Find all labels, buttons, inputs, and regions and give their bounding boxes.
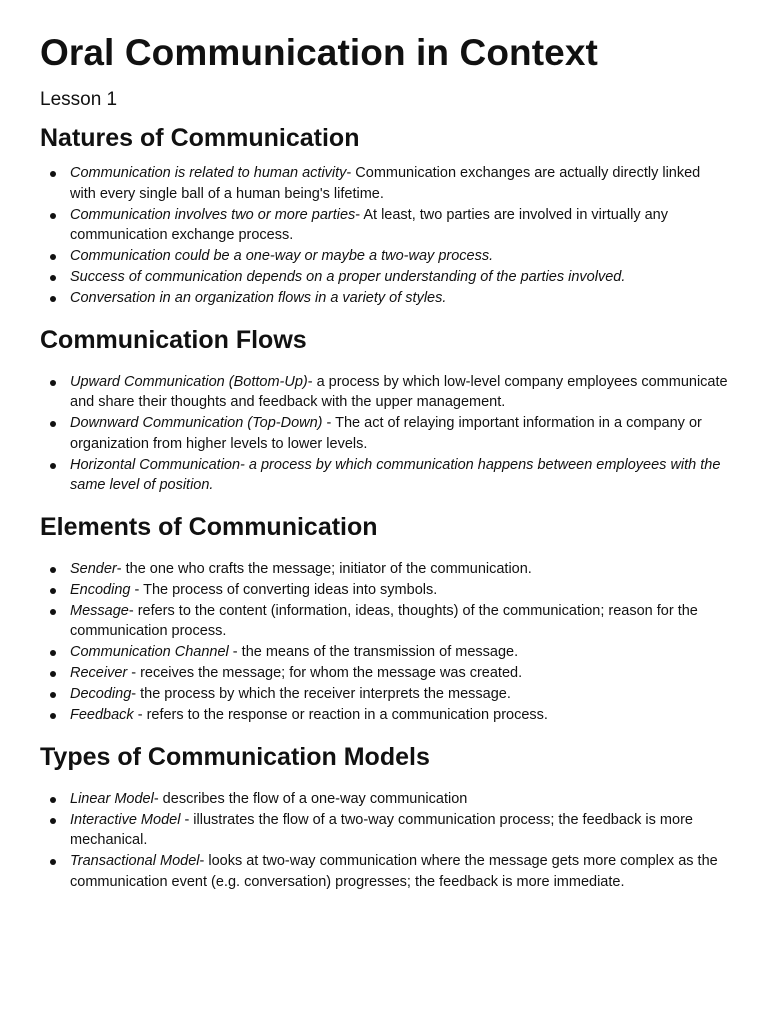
bullet-list	[40, 789, 730, 893]
item-term: Feedback	[70, 707, 134, 723]
item-term: Communication could be a one-way or maybe a two-way process.	[70, 248, 494, 264]
list-item	[40, 372, 730, 413]
item-term: Decoding	[70, 686, 132, 702]
item-term: Communication involves two or more parties	[70, 206, 356, 223]
item-term: Sender	[70, 560, 117, 577]
list-item	[40, 413, 730, 454]
list-item	[40, 663, 730, 684]
document-page	[40, 30, 730, 893]
page-title: Oral Communication in Context	[40, 32, 598, 73]
bullet-icon	[50, 818, 56, 824]
section-heading: Natures of Communication	[40, 124, 360, 152]
item-text: - At least, two parties are involved in virtually any communication exchange process.	[70, 206, 668, 243]
item-text: - the one who crafts the message; initiator of the communication.	[116, 560, 532, 577]
item-term: Communication is related to human activity	[70, 165, 347, 181]
bullet-icon	[50, 609, 56, 615]
item-term: Interactive Model	[70, 811, 181, 828]
item-text: - The process of converting ideas into symbols.	[130, 581, 438, 598]
list-item	[40, 246, 730, 267]
bullet-icon	[50, 859, 56, 865]
bullet-icon	[50, 588, 56, 594]
item-term: Message	[70, 602, 129, 619]
bullet-icon	[50, 421, 56, 427]
bullet-icon	[50, 296, 56, 302]
bullet-list	[40, 163, 730, 309]
bullet-icon	[50, 692, 56, 698]
bullet-icon	[50, 171, 56, 177]
list-item	[40, 684, 730, 705]
item-text: - looks at two-way communication where the message gets more complex as the communication event (e.g. conversation) progresses; the feedback is more immediate.	[70, 853, 718, 890]
item-text: - the means of the transmission of message.	[228, 644, 519, 660]
item-text: - describes the flow of a one-way communication	[153, 790, 468, 807]
list-item	[40, 163, 730, 204]
list-item	[40, 288, 730, 309]
section-heading: Elements of Communication	[40, 512, 378, 541]
item-text: - refers to the content (information, ideas, thoughts) of the communication; reason for the communication process.	[70, 602, 698, 639]
section-natures-of-communication	[40, 122, 730, 309]
item-term: Transactional Model	[70, 853, 200, 869]
list-item	[40, 455, 730, 496]
bullet-icon	[50, 650, 56, 656]
item-term: Linear Model	[70, 790, 154, 807]
bullet-icon	[50, 567, 56, 573]
bullet-icon	[50, 213, 56, 219]
list-item	[40, 267, 730, 288]
section-types-of-communication-models	[40, 741, 730, 893]
item-term: Communication Channel	[70, 644, 229, 660]
item-text: - illustrates the flow of a two-way communication process; the feedback is more mechanical.	[70, 811, 693, 848]
bullet-icon	[50, 275, 56, 281]
list-item	[40, 851, 730, 892]
bullet-icon	[50, 463, 56, 469]
item-term: Conversation in an organization flows in a variety of styles.	[70, 290, 447, 306]
bullet-list	[40, 559, 730, 726]
item-term: Success of communication depends on a proper understanding of the parties involved.	[70, 269, 626, 285]
list-item	[40, 789, 730, 810]
section-communication-flows	[40, 324, 730, 496]
bullet-icon	[50, 380, 56, 386]
item-text: - The act of relaying important information in a company or organization from higher levels to lower levels.	[70, 415, 702, 452]
list-item	[40, 642, 730, 663]
item-term: Upward Communication (Bottom-Up)	[70, 373, 308, 390]
item-text: - the process by which the receiver interprets the message.	[131, 686, 511, 702]
item-text: - a process by which low-level company employees communicate and share their thoughts and feedback with the upper management.	[70, 373, 728, 410]
list-item	[40, 810, 730, 851]
section-heading: Types of Communication Models	[40, 742, 430, 771]
bullet-icon	[50, 713, 56, 719]
item-term: Receiver	[70, 665, 128, 681]
bullet-icon	[50, 671, 56, 677]
list-item	[40, 580, 730, 601]
item-term: Encoding	[70, 581, 131, 598]
item-text: - Communication exchanges are actually directly linked with every single ball of a human being's lifetime.	[70, 165, 701, 202]
item-term: Downward Communication (Top-Down)	[70, 415, 323, 431]
list-item	[40, 205, 730, 246]
lesson-label: Lesson 1	[40, 89, 118, 110]
item-text: - refers to the response or reaction in a communication process.	[133, 707, 548, 723]
bullet-icon	[50, 797, 56, 803]
list-item	[40, 559, 730, 580]
item-term: Horizontal Communication- a process by which communication happens between employees with the same level of position.	[70, 456, 721, 493]
section-heading: Communication Flows	[40, 325, 307, 354]
section-elements-of-communication	[40, 511, 730, 726]
bullet-icon	[50, 254, 56, 260]
list-item	[40, 705, 730, 726]
list-item	[40, 601, 730, 642]
item-text: - receives the message; for whom the message was created.	[127, 665, 523, 681]
bullet-list	[40, 372, 730, 496]
